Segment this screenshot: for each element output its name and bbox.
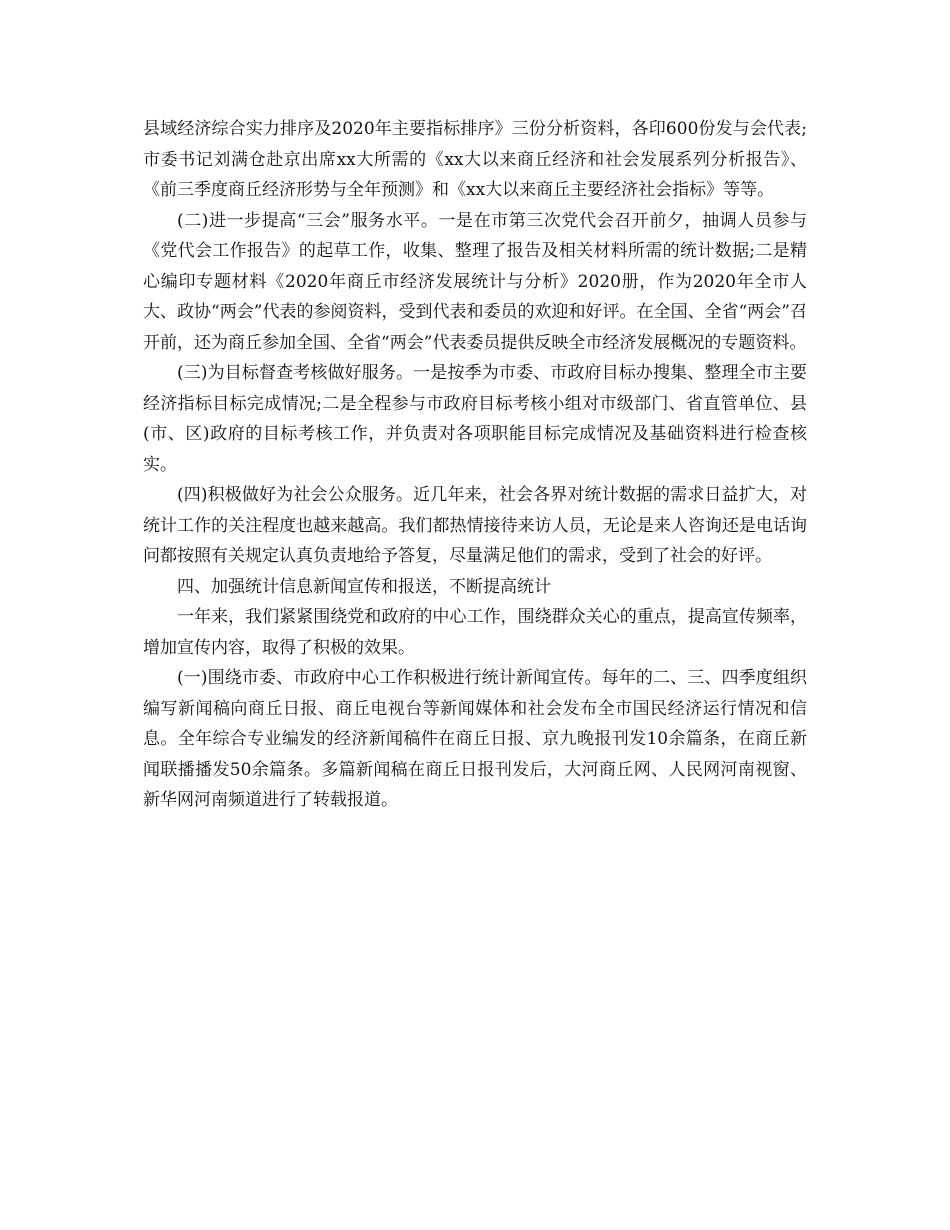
- section-heading-news-publicity: 四、加强统计信息新闻宣传和报送，不断提高统计: [177, 576, 551, 597]
- paragraph-news-publicity: (一)围绕市委、市政府中心工作积极进行统计新闻宣传。每年的二、三、四季度组织编写新闻稿向商丘日报、商丘电视台等新闻媒体和社会发布全市国民经济运行情况和信息。全年综合专业编发的经济新闻稿件在商丘日报、京九晚报刊发10余篇条，在商丘新闻联播播发50余篇条。多篇新闻稿在商丘日报刊发后，大河商丘网、人民网河南视窗、新华网河南频道进行了转载报道。: [143, 668, 807, 810]
- document-body: [143, 114, 807, 816]
- paragraph-public-service: (四)积极做好为社会公众服务。近几年来，社会各界对统计数据的需求日益扩大，对统计工作的关注程度也越来越高。我们都热情接待来访人员，无论是来人咨询还是电话询问都按照有关规定认真负责地给予答复，尽量满足他们的需求，受到了社会的好评。: [143, 485, 807, 566]
- paragraph-target-supervision: (三)为目标督查考核做好服务。一是按季为市委、市政府目标办搜集、整理全市主要经济指标目标完成情况;二是全程参与市政府目标考核小组对市级部门、省直管单位、县(市、区)政府的目标考核工作，并负责对各项职能目标完成情况及基础资料进行检查核实。: [143, 363, 807, 475]
- paragraph-continuation: 县域经济综合实力排序及2020年主要指标排序》三份分析资料，各印600份发与会代表;市委书记刘满仓赴京出席xx大所需的《xx大以来商丘经济和社会发展系列分析报告》、《前三季度商丘经济形势与全年预测》和《xx大以来商丘主要经济社会指标》等等。: [143, 119, 807, 200]
- paragraph-three-meetings-service: (二)进一步提高“三会”服务水平。一是在市第三次党代会召开前夕，抽调人员参与《党代会工作报告》的起草工作，收集、整理了报告及相关材料所需的统计数据;二是精心编印专题材料《2020年商丘市经济发展统计与分析》2020册，作为2020年全市人大、政协“两会”代表的参阅资料，受到代表和委员的欢迎和好评。在全国、全省“两会”召开前，还为商丘参加全国、全省“两会”代表委员提供反映全市经济发展概况的专题资料。: [143, 210, 807, 353]
- paragraph-year-summary: 一年来，我们紧紧围绕党和政府的中心工作，围绕群众关心的重点，提高宣传频率，增加宣传内容，取得了积极的效果。: [143, 607, 807, 658]
